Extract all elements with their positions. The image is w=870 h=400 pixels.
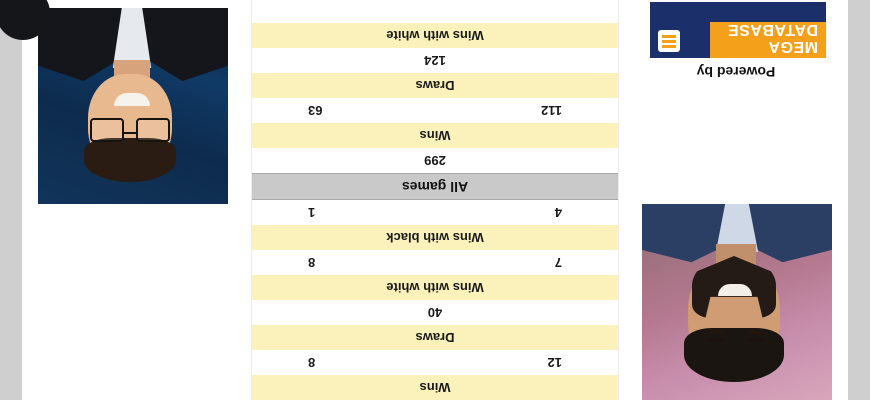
left-player-eye bbox=[748, 329, 764, 334]
stat-label-row bbox=[252, 275, 618, 300]
left-player-eyebrow bbox=[746, 338, 766, 342]
stat-value-center: 299 bbox=[424, 153, 446, 168]
stat-values-row bbox=[252, 98, 618, 123]
stat-label: Wins with white bbox=[386, 28, 484, 43]
mega-database-logo bbox=[650, 2, 826, 58]
stat-value-center: 124 bbox=[424, 53, 446, 68]
stat-label: Draws bbox=[415, 78, 455, 93]
player-photo-right bbox=[38, 8, 228, 204]
right-player-mouth bbox=[114, 93, 150, 106]
stat-label: Wins with black bbox=[386, 230, 484, 245]
stat-values-row bbox=[252, 200, 618, 225]
stat-value-right: 8 bbox=[308, 255, 316, 270]
stat-values-row bbox=[252, 148, 618, 173]
stat-label: Wins bbox=[419, 128, 451, 143]
right-player-hair bbox=[84, 138, 176, 182]
stat-value-right: 1 bbox=[308, 205, 316, 220]
right-player-glasses bbox=[90, 122, 170, 142]
stat-label: Wins bbox=[419, 380, 451, 395]
database-icon bbox=[658, 30, 680, 52]
stat-label-row bbox=[252, 73, 618, 98]
stat-section-label: All games bbox=[401, 179, 469, 195]
stat-label-row bbox=[252, 375, 618, 400]
stat-label-row bbox=[252, 23, 618, 48]
glasses-bridge bbox=[122, 132, 138, 134]
glasses-lens bbox=[90, 118, 124, 142]
stat-values-row bbox=[252, 300, 618, 325]
stat-value-right: 8 bbox=[308, 355, 316, 370]
left-player-eye bbox=[708, 329, 724, 334]
stat-value-right: 63 bbox=[308, 103, 323, 118]
stat-values-row bbox=[252, 350, 618, 375]
stat-label: Wins with white bbox=[386, 280, 484, 295]
logo-line-2: DATABASE bbox=[727, 21, 818, 38]
stat-value-left: 4 bbox=[554, 205, 562, 220]
right-gutter bbox=[0, 0, 22, 400]
stat-label-row bbox=[252, 123, 618, 148]
left-player-mouth bbox=[718, 284, 752, 296]
stat-value-left: 7 bbox=[554, 255, 562, 270]
stat-value-left: 112 bbox=[541, 103, 562, 118]
stat-section-header bbox=[252, 173, 618, 200]
player-photo-left bbox=[642, 204, 832, 400]
logo-line-1: MEGA bbox=[768, 38, 818, 55]
stat-value-left: 12 bbox=[547, 355, 562, 370]
stat-values-row bbox=[252, 48, 618, 73]
left-player-eyebrow bbox=[706, 338, 726, 342]
powered-by-block bbox=[646, 2, 826, 80]
head-to-head-stats-panel bbox=[252, 0, 618, 400]
stat-values-row bbox=[252, 250, 618, 275]
stat-label-row bbox=[252, 225, 618, 250]
stat-label: Draws bbox=[415, 330, 455, 345]
logo-text bbox=[727, 21, 818, 55]
left-gutter bbox=[848, 0, 870, 400]
stat-value-center: 40 bbox=[427, 305, 443, 320]
powered-by-label: Powered by bbox=[696, 64, 776, 80]
stat-label-row bbox=[252, 325, 618, 350]
left-player-hair bbox=[684, 328, 784, 382]
glasses-lens bbox=[136, 118, 170, 142]
